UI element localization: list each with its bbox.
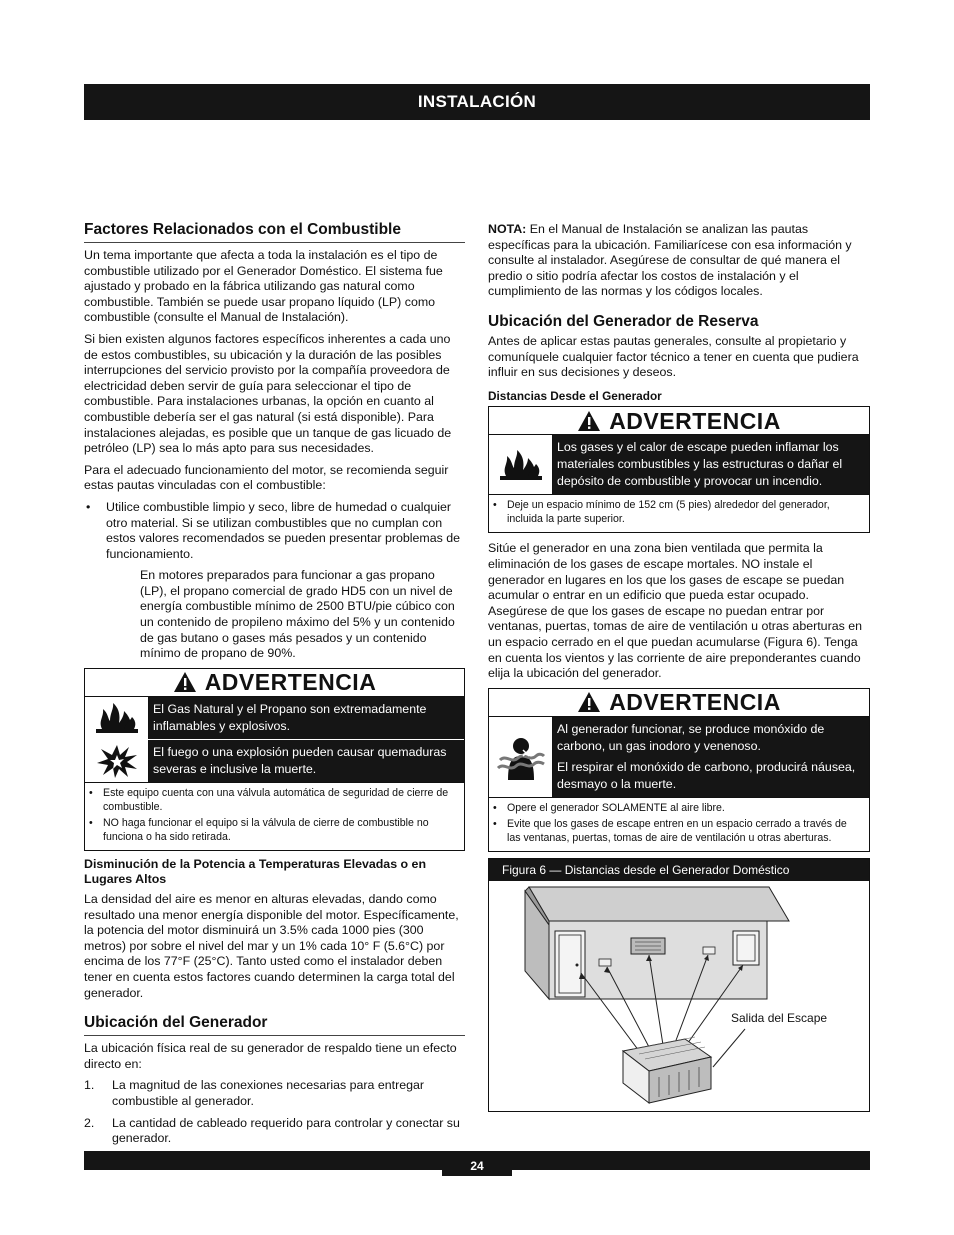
item-number: 2.	[84, 1115, 95, 1130]
poison-gas-icon	[489, 717, 553, 797]
page-number: 24	[442, 1151, 512, 1176]
warning-title-text: ADVERTENCIA	[609, 407, 781, 434]
warning-triangle-icon	[577, 410, 601, 432]
fuel-heading: Factores Relacionados con el Combustible	[84, 220, 465, 243]
note-text: En el Manual de Instalación se analizan las pautas específicas para la ubicación. Familiarícese con esa información y consulte al instalador. Asegúrese de consultar de qué manera el predio o sitio podría afectar los costos de instalación y el cumplimiento de las normas y los códigos locales.	[488, 222, 852, 299]
fuel-bullets	[84, 500, 465, 562]
warning-item-1: • Deje un espacio mínimo de 152 cm (5 pies) alrededor del generador, incluida la parte superior.	[489, 498, 863, 526]
figure-6	[488, 858, 870, 1112]
warning-title-text: ADVERTENCIA	[204, 669, 377, 696]
standby-heading: Ubicación del Generador de Reserva	[488, 312, 759, 330]
warning-item-2: • Evite que los gases de escape entren en un espacio cerrado a través de las ventanas, puertas, tomas de aire de ventilación u otras aberturas.	[489, 817, 863, 845]
warning-title-text: ADVERTENCIA	[609, 689, 781, 716]
section-header: INSTALACIÓN	[84, 84, 870, 120]
location-heading: Ubicación del Generador	[84, 1013, 465, 1036]
note-label: NOTA:	[488, 222, 527, 236]
warning-box-exhaust	[488, 406, 870, 533]
altitude-paragraph: La densidad del aire es menor en alturas elevadas, dando como resultado una menor energía disponible del motor. Específicamente, la potencia del motor disminuirá un 3.5% cada 1000 pies (300 metros) por sobre el nivel del mar y un 1% cada 10° F (5.6°C) por encima de los 77°F (25°C). Tanto usted como el instalador deben tener en cuenta estos factores cuando determinen la carga total del generador.	[84, 892, 459, 1000]
figure-caption: Figura 6 — Distancias desde el Generador Doméstico	[489, 859, 869, 881]
fuel-bullet-1: • Utilice combustible limpio y seco, libre de humedad o cualquier otro material. Si se utilizan combustibles que no cumplan con estos valores recomendados se pueden presentar problemas de funcionamiento.	[84, 500, 465, 562]
note-paragraph	[488, 222, 870, 300]
warning-box-fuel	[84, 668, 465, 851]
item-text: La cantidad de cableado requerido para controlar y conectar su generador.	[112, 1115, 460, 1146]
warning-text-2: El respirar el monóxido de carbono, producirá náusea, desmayo o la muerte.	[557, 759, 856, 791]
fuel-paragraph-2: Si bien existen algunos factores específicos inherentes a cada uno de estos combustibles, su ubicación y la duración de las posibles interrupciones del servicio provisto por la compañía proveedora de electricidad deben servir de guía para seleccionar el tipo de combustible. Para instalaciones urbanas, la opción en cuanto al combustible debería ser el gas natural (si está disponible). Para instalaciones alejadas, es posible que un tanque de gas licuado de petróleo (LP) sea lo más apto para sus necesidades.	[84, 331, 452, 456]
left-column	[84, 220, 465, 1153]
warning-text-block	[553, 717, 869, 797]
warning-text-1: El Gas Natural y el Propano son extremadamente inflamables y explosivos.	[149, 697, 464, 739]
warning-title	[489, 689, 869, 717]
location-item-2	[84, 1116, 465, 1147]
location-paragraph: La ubicación física real de su generador de respaldo tiene un efecto directo en:	[84, 1041, 457, 1071]
warning-row-flame	[489, 435, 869, 494]
warning-triangle-icon	[577, 691, 601, 713]
propane-spec: En motores preparados para funcionar a gas propano (LP), el propano comercial de grado HD5 con un nivel de energía combustible mínimo de 2500 BTU/pie cúbico con un contenido de propileno máximo del 5% y un contenido de gas butano o gases más pesados y un contenido mínimo de propano de 90%.	[140, 568, 455, 661]
warning-item-2: • NO haga funcionar el equipo si la válvula de cierre de combustible no funciona o ha sido retirada.	[85, 816, 458, 844]
exhaust-label: Salida del Escape	[731, 1010, 828, 1025]
warning-row-co	[489, 717, 869, 797]
altitude-heading: Disminución de la Potencia a Temperaturas Elevadas o en Lugares Altos	[84, 856, 427, 887]
warning-list	[85, 782, 464, 850]
flame-icon	[489, 435, 553, 494]
warning-text: Los gases y el calor de escape pueden inflamar los materiales combustibles y las estructuras o dañar el depósito de combustible y provocar un incendio.	[553, 435, 869, 494]
standby-paragraph: Antes de aplicar estas pautas generales, consulte al propietario y comuníquele cualquier factor técnico a tener en cuenta que pudiera influir en sus decisiones y deseos.	[488, 333, 859, 380]
warning-text-2: El fuego o una explosión pueden causar quemaduras severas e inclusive la muerte.	[149, 740, 464, 782]
item-number: 1.	[84, 1078, 95, 1093]
warning-box-co	[488, 688, 870, 852]
warning-triangle-icon	[173, 671, 197, 693]
explosion-icon	[85, 740, 149, 782]
flame-icon	[85, 697, 149, 739]
right-column	[488, 222, 870, 1112]
ventilation-paragraph: Sitúe el generador en una zona bien ventilada que permita la eliminación de los gases de escape mortales. NO instale el generador en lugares en los que los gases de escape se puedan acumular o entrar en un edificio que pueda estar ocupado. Asegúrese de que los gases de escape no puedan entrar por ventanas, puertas, tomas de aire de ventilación u otras aberturas en un espacio cerrado en el que puedan acumularse (Figura 6). Tenga en cuenta los vientos y las corriente de aire preponderantes cuando elija la ubicación del generador.	[488, 541, 863, 681]
warning-item-1: • Este equipo cuenta con una válvula automática de seguridad de cierre de combustible.	[85, 786, 458, 814]
house-generator-illustration	[489, 881, 869, 1111]
warning-item-1: • Opere el generador SOLAMENTE al aire libre.	[489, 801, 863, 815]
warning-list	[489, 494, 869, 532]
item-text: La magnitud de las conexiones necesarias para entregar combustible al generador.	[112, 1078, 425, 1108]
warning-title	[85, 669, 464, 697]
warning-row-flame	[85, 697, 464, 739]
location-item-1	[84, 1078, 465, 1109]
warning-row-explosion	[85, 739, 464, 782]
fuel-paragraph-1: Un tema importante que afecta a toda la instalación es el tipo de combustible utilizado por el Generador Doméstico. El sistema fue ajustado y probado en la fábrica utilizando gas natural como combustible. También se puede usar propano líquido (LP) como combustible (consulte el Manual de Instalación).	[84, 248, 443, 325]
warning-list	[489, 797, 869, 851]
distances-subheading: Distancias Desde el Generador	[488, 388, 662, 403]
fuel-paragraph-3: Para el adecuado funcionamiento del motor, se recomienda seguir estas pautas vinculadas con el combustible:	[84, 462, 449, 493]
warning-text-1: Al generador funcionar, se produce monóxido de carbono, un gas inodoro y venenoso.	[557, 721, 825, 753]
warning-title	[489, 407, 869, 435]
